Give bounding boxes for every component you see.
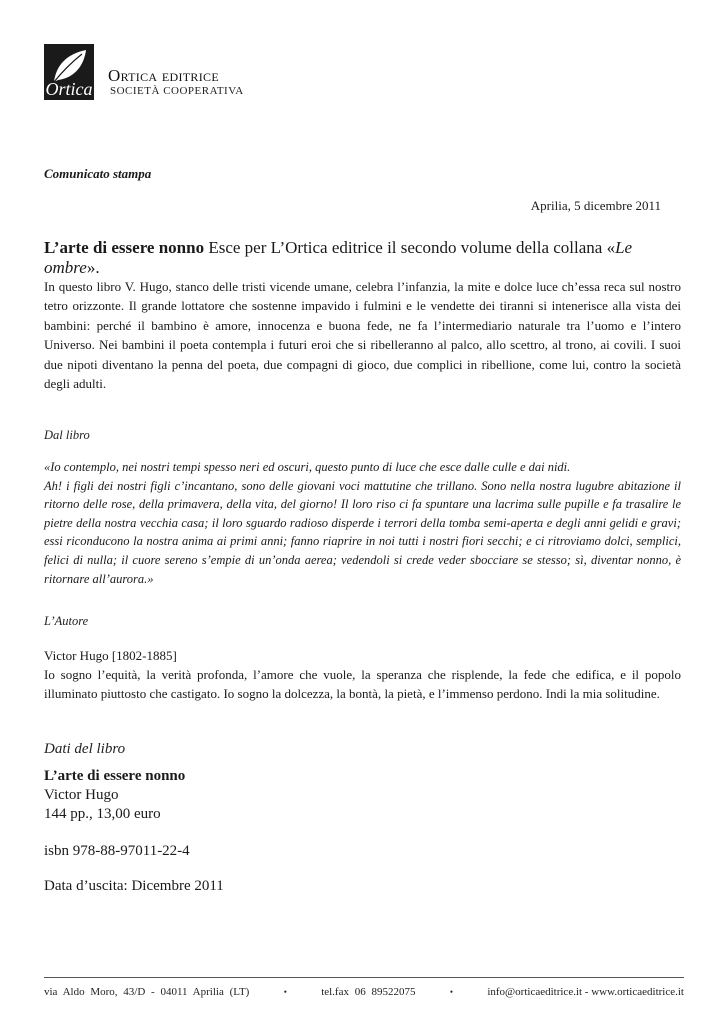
footer-contact: info@orticaeditrice.it - www.orticaeditrice.it (487, 986, 684, 998)
headline-text: Esce per L’Ortica editrice il secondo volume della collana « (204, 238, 616, 257)
footer (44, 986, 684, 998)
intro-paragraph: In questo libro V. Hugo, stanco delle tristi vicende umane, celebra l’infanzia, la mite e dolce luce ch’essa reca sul nostro tetro orizzonte. Il grande lottatore che sostenne impavido i fulmini e le vendette dei tiranni si intenerisce alla vista dei bambini: perché il bambino è amore, innocenza e buona fede, ne fa l’intermediario naturale tra l’uomo e l’intero Universo. Nei bambini il poeta contempla i futuri eroi che si ribelleranno al palco, allo scettro, al trono, ai covili. I suoi due nipoti diventano la penna del poeta, due compagni di gioco, due complici in ribellione, come lui, contro la società degli adulti. (44, 279, 681, 392)
release-date: Aprilia, 5 dicembre 2011 (530, 198, 661, 213)
headline-end: ». (86, 258, 100, 277)
excerpt-line-1: «Io contemplo, nei nostri tempi spesso neri ed oscuri, questo punto di luce che esce dalle culle e dai nidi. (44, 460, 571, 474)
headline-series: Le ombre (44, 238, 633, 277)
publisher-logo (44, 44, 94, 100)
book-release-date: Data d’uscita: Dicembre 2011 (44, 878, 224, 894)
excerpt-line-2: Ah! i figli dei nostri figli c’incantano, sono delle giovani voci mattutine che trillano. Sono nella nostra lugubre abitazione il ritorno delle rose, della primavera, della vita, del giorno! Il loro riso ci fa spuntare una lacrima sulle pupille e fa trasalire le pietre della nostra vecchia casa; il loro sguardo radioso disperde i terrori della tomba semi-aperta e degli anni gelidi e gravi; essi riconducono la nostra anima ai primi anni; fanno riaprire in noi tutti i nostri fiori secchi; e ci ritroviamo dolci, semplici, felici di nulla; il cuore sereno s’empie di un’onda aerea; vedendoli si crede veder sbocciare se stesso; sì, diventar nonno, è ritornare all’aurora.» (44, 478, 681, 586)
footer-phone: tel.fax 06 89522075 (321, 986, 416, 998)
headline (44, 238, 684, 278)
excerpt-quote (44, 458, 681, 588)
author-block (44, 646, 681, 703)
publisher-name: Ortica editrice (108, 66, 219, 85)
headline-book-title: L’arte di essere nonno (44, 238, 205, 257)
author-label: L’Autore (44, 614, 89, 628)
book-title: L’arte di essere nonno (44, 768, 186, 784)
author-bio: Io sogno l’equità, la verità profonda, l’amore che vuole, la speranza che risplende, la fede che edifica, e il popolo illuminato piuttosto che castigato. Io sogno la dolcezza, la bontà, la pietà, e l’immenso perdono. Indi la mia solitudine. (44, 667, 681, 701)
footer-divider (44, 977, 684, 978)
book-author: Victor Hugo (44, 787, 119, 803)
press-release-label: Comunicato stampa (44, 166, 152, 181)
book-pages-price: 144 pp., 13,00 euro (44, 806, 161, 822)
book-isbn: isbn 978-88-97011-22-4 (44, 843, 190, 859)
logo-wordmark: Ortica (45, 79, 93, 99)
footer-bullet-1: • (283, 987, 287, 997)
publisher-subtitle: SOCIETÀ COOPERATIVA (110, 85, 244, 97)
footer-address: via Aldo Moro, 43/D - 04011 Aprilia (LT) (44, 986, 250, 998)
book-data-label: Dati del libro (44, 741, 126, 757)
footer-bullet-2: • (449, 987, 453, 997)
author-name: Victor Hugo [1802-1885] (44, 648, 177, 663)
excerpt-label: Dal libro (44, 428, 90, 442)
